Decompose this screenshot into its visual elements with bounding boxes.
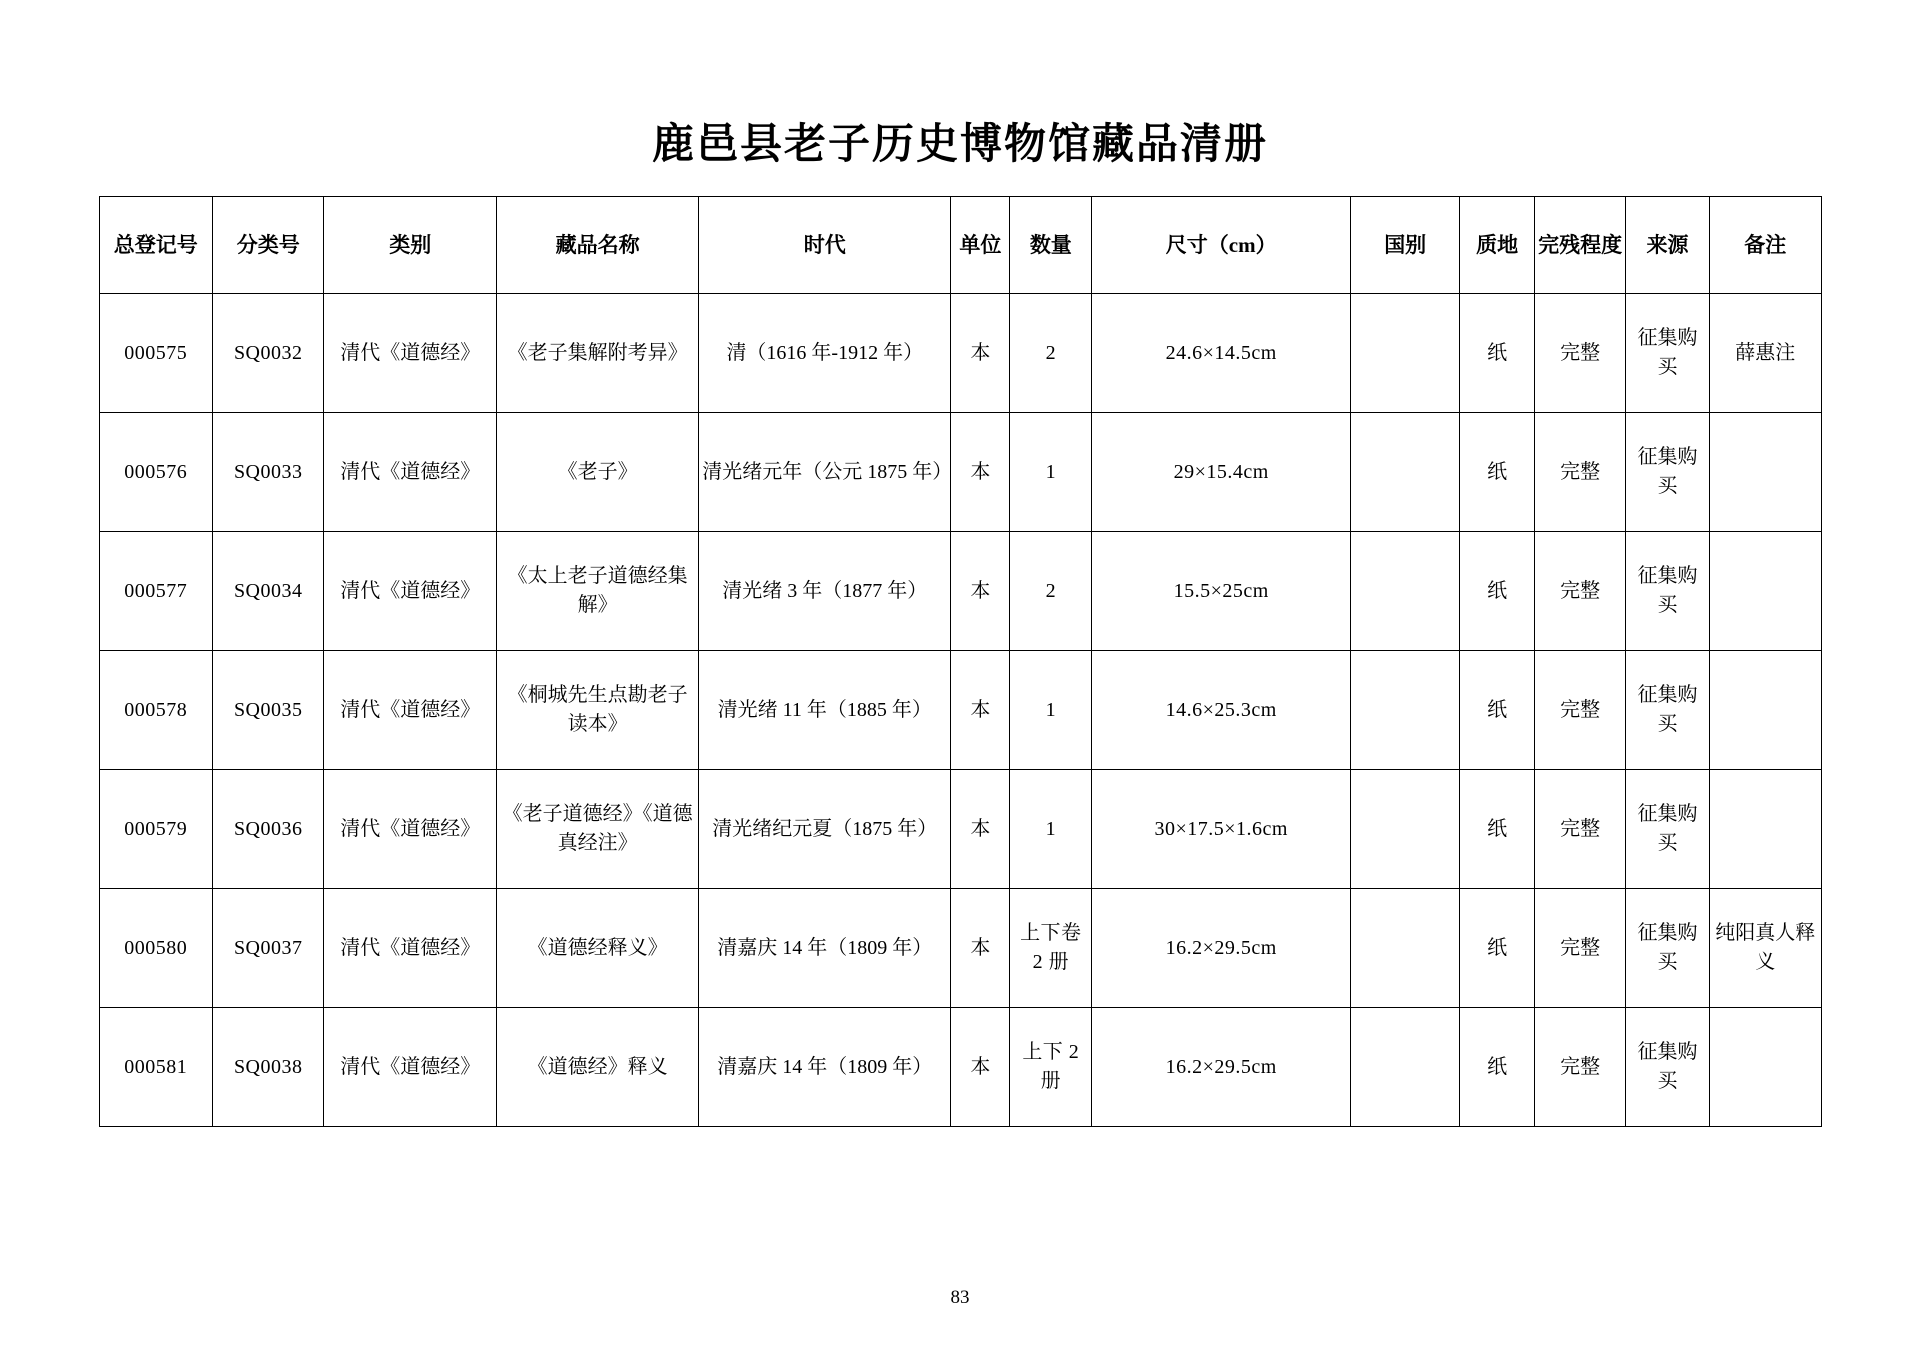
cell-material: 纸 <box>1460 294 1535 413</box>
cell-source: 征集购买 <box>1626 889 1710 1008</box>
cell-material: 纸 <box>1460 651 1535 770</box>
cell-quantity: 1 <box>1010 651 1092 770</box>
column-header-name: 藏品名称 <box>497 197 699 294</box>
table-row <box>99 532 1821 651</box>
cell-era: 清光绪元年（公元 1875 年） <box>699 413 951 532</box>
cell-class-no: SQ0035 <box>213 651 324 770</box>
cell-reg-no: 000581 <box>99 1008 213 1127</box>
cell-category: 清代《道德经》 <box>324 770 497 889</box>
cell-remark: 薛惠注 <box>1710 294 1821 413</box>
cell-name: 《道德经》释义 <box>497 1008 699 1127</box>
cell-unit: 本 <box>951 294 1010 413</box>
cell-source: 征集购买 <box>1626 532 1710 651</box>
cell-unit: 本 <box>951 532 1010 651</box>
cell-material: 纸 <box>1460 889 1535 1008</box>
cell-name: 《老子》 <box>497 413 699 532</box>
column-header-era: 时代 <box>699 197 951 294</box>
cell-quantity: 上下卷 2 册 <box>1010 889 1092 1008</box>
table-row <box>99 294 1821 413</box>
cell-country <box>1351 294 1460 413</box>
cell-condition: 完整 <box>1535 413 1626 532</box>
cell-condition: 完整 <box>1535 889 1626 1008</box>
cell-unit: 本 <box>951 651 1010 770</box>
cell-condition: 完整 <box>1535 651 1626 770</box>
cell-name: 《老子道德经》《道德真经注》 <box>497 770 699 889</box>
page-title: 鹿邑县老子历史博物馆藏品清册 <box>651 122 1268 168</box>
cell-country <box>1351 413 1460 532</box>
cell-material: 纸 <box>1460 770 1535 889</box>
cell-size: 16.2×29.5cm <box>1092 889 1351 1008</box>
cell-category: 清代《道德经》 <box>324 651 497 770</box>
cell-reg-no: 000580 <box>99 889 213 1008</box>
cell-class-no: SQ0033 <box>213 413 324 532</box>
cell-era: 清光绪 11 年（1885 年） <box>699 651 951 770</box>
column-header-remark: 备注 <box>1710 197 1821 294</box>
cell-reg-no: 000579 <box>99 770 213 889</box>
column-header-quantity: 数量 <box>1010 197 1092 294</box>
column-header-unit: 单位 <box>951 197 1010 294</box>
cell-material: 纸 <box>1460 413 1535 532</box>
table-row <box>99 413 1821 532</box>
table-header <box>99 197 1821 294</box>
cell-country <box>1351 532 1460 651</box>
cell-quantity: 1 <box>1010 770 1092 889</box>
cell-class-no: SQ0032 <box>213 294 324 413</box>
table-row <box>99 889 1821 1008</box>
cell-source: 征集购买 <box>1626 413 1710 532</box>
table-row <box>99 770 1821 889</box>
column-header-country: 国别 <box>1351 197 1460 294</box>
column-header-condition: 完残程度 <box>1535 197 1626 294</box>
cell-remark <box>1710 532 1821 651</box>
cell-material: 纸 <box>1460 1008 1535 1127</box>
cell-reg-no: 000576 <box>99 413 213 532</box>
cell-remark <box>1710 770 1821 889</box>
cell-country <box>1351 651 1460 770</box>
cell-size: 29×15.4cm <box>1092 413 1351 532</box>
cell-class-no: SQ0038 <box>213 1008 324 1127</box>
cell-category: 清代《道德经》 <box>324 413 497 532</box>
cell-unit: 本 <box>951 770 1010 889</box>
cell-class-no: SQ0036 <box>213 770 324 889</box>
cell-size: 24.6×14.5cm <box>1092 294 1351 413</box>
cell-name: 《太上老子道德经集解》 <box>497 532 699 651</box>
cell-era: 清（1616 年-1912 年） <box>699 294 951 413</box>
cell-remark: 纯阳真人释义 <box>1710 889 1821 1008</box>
page-number: 83 <box>950 1287 970 1308</box>
cell-category: 清代《道德经》 <box>324 294 497 413</box>
table-body <box>99 294 1821 1127</box>
cell-quantity: 2 <box>1010 294 1092 413</box>
cell-country <box>1351 889 1460 1008</box>
cell-remark <box>1710 1008 1821 1127</box>
collection-table <box>99 196 1822 1127</box>
cell-country <box>1351 770 1460 889</box>
cell-name: 《老子集解附考异》 <box>497 294 699 413</box>
table-header-row <box>99 197 1821 294</box>
cell-unit: 本 <box>951 413 1010 532</box>
cell-source: 征集购买 <box>1626 294 1710 413</box>
table-row <box>99 1008 1821 1127</box>
cell-remark <box>1710 413 1821 532</box>
cell-quantity: 1 <box>1010 413 1092 532</box>
cell-era: 清嘉庆 14 年（1809 年） <box>699 1008 951 1127</box>
cell-remark <box>1710 651 1821 770</box>
column-header-source: 来源 <box>1626 197 1710 294</box>
cell-condition: 完整 <box>1535 532 1626 651</box>
cell-size: 14.6×25.3cm <box>1092 651 1351 770</box>
column-header-category: 类别 <box>324 197 497 294</box>
cell-quantity: 上下 2 册 <box>1010 1008 1092 1127</box>
cell-category: 清代《道德经》 <box>324 532 497 651</box>
cell-era: 清光绪纪元夏（1875 年） <box>699 770 951 889</box>
cell-material: 纸 <box>1460 532 1535 651</box>
cell-size: 30×17.5×1.6cm <box>1092 770 1351 889</box>
cell-class-no: SQ0034 <box>213 532 324 651</box>
cell-condition: 完整 <box>1535 770 1626 889</box>
cell-era: 清嘉庆 14 年（1809 年） <box>699 889 951 1008</box>
column-header-reg-no: 总登记号 <box>99 197 213 294</box>
cell-size: 15.5×25cm <box>1092 532 1351 651</box>
cell-reg-no: 000578 <box>99 651 213 770</box>
cell-class-no: SQ0037 <box>213 889 324 1008</box>
cell-unit: 本 <box>951 889 1010 1008</box>
cell-quantity: 2 <box>1010 532 1092 651</box>
cell-condition: 完整 <box>1535 1008 1626 1127</box>
cell-source: 征集购买 <box>1626 651 1710 770</box>
cell-name: 《道德经释义》 <box>497 889 699 1008</box>
cell-category: 清代《道德经》 <box>324 1008 497 1127</box>
cell-source: 征集购买 <box>1626 770 1710 889</box>
collection-table-wrapper <box>99 196 1822 1127</box>
column-header-class-no: 分类号 <box>213 197 324 294</box>
cell-era: 清光绪 3 年（1877 年） <box>699 532 951 651</box>
column-header-material: 质地 <box>1460 197 1535 294</box>
cell-source: 征集购买 <box>1626 1008 1710 1127</box>
cell-reg-no: 000577 <box>99 532 213 651</box>
cell-name: 《桐城先生点勘老子读本》 <box>497 651 699 770</box>
cell-category: 清代《道德经》 <box>324 889 497 1008</box>
cell-condition: 完整 <box>1535 294 1626 413</box>
cell-reg-no: 000575 <box>99 294 213 413</box>
table-row <box>99 651 1821 770</box>
cell-size: 16.2×29.5cm <box>1092 1008 1351 1127</box>
cell-country <box>1351 1008 1460 1127</box>
cell-unit: 本 <box>951 1008 1010 1127</box>
column-header-size: 尺寸（cm） <box>1092 197 1351 294</box>
